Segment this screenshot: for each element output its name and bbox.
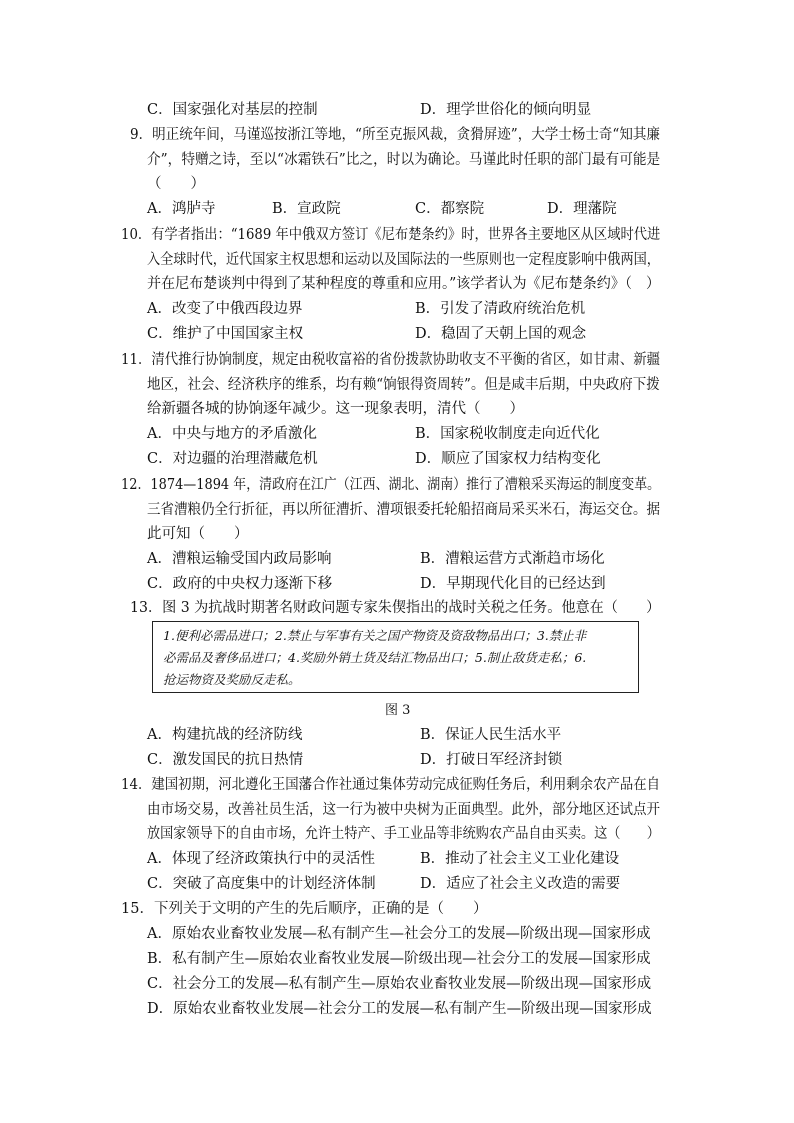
q8-option-d: D．理学世俗化的倾向明显 (420, 102, 592, 118)
figure-3-line: 1.便利必需品进口；2.禁止与军事有关之国产物资及资敌物品出口；3.禁止非 (163, 628, 587, 643)
q9-stem-line: 9．明正统年间，马谨巡按浙江等地，“所至克振风裁，贪猾屏迹”，大学士杨士奇“知其廉 (130, 127, 660, 143)
q8-option-c: C．国家强化对基层的控制 (147, 102, 318, 118)
q9-stem-line: 介”，特赠之诗，至以“冰霜铁石”比之，时以为确论。马谨此时任职的部门最有可能是 (147, 152, 661, 168)
q12-option-d: D．早期现代化目的已经达到 (420, 576, 606, 592)
figure-3-line: 抢运物资及奖励反走私。 (163, 672, 301, 687)
q15-option-b: B．私有制产生—原始农业畜牧业发展—阶级出现—社会分工的发展—国家形成 (147, 951, 651, 967)
q12-stem-line: 12．1874—1894 年，清政府在江广（江西、湖北、湖南）推行了漕粮采买海运的制度变革。 (121, 477, 661, 493)
q11-stem-line: 11．清代推行协饷制度，规定由税收富裕的省份拨款协助收支不平衡的省区，如甘肃、新疆 (121, 352, 660, 368)
q10-stem-line: 10．有学者指出：“1689 年中俄双方签订《尼布楚条约》时，世界各主要地区从区域时代进 (121, 227, 661, 243)
q12-option-a: A．漕粮运输受国内政局影响 (147, 551, 332, 567)
q9-option-b: B．宣政院 (272, 201, 341, 217)
q9-option-a: A．鸿胪寺 (147, 201, 216, 217)
q14-option-c: C．突破了高度集中的计划经济体制 (147, 876, 376, 892)
q14-stem-line: 14．建国初期，河北遵化王国藩合作社通过集体劳动完成征购任务后，利用剩余农产品在自 (121, 777, 660, 793)
q11-option-c: C．对边疆的治理潜藏危机 (147, 451, 318, 467)
q12-stem-line: 三省漕粮仍全行折征，再以所征漕折、漕项银委托轮船招商局采买米石，海运交仓。据 (147, 502, 660, 518)
q15-stem: 15．下列关于文明的产生的先后顺序，正确的是（ ） (121, 901, 488, 917)
q14-stem-line: 放国家领导下的自由市场，允许土特产、手工业品等非统购农产品自由买卖。这（ ） (147, 826, 660, 842)
q15-option-a: A．原始农业畜牧业发展—私有制产生—社会分工的发展—阶级出现—国家形成 (147, 926, 651, 942)
q11-option-b: B．国家税收制度走向近代化 (415, 426, 600, 442)
q9-option-d: D．理藩院 (547, 201, 617, 217)
q11-option-d: D．顺应了国家权力结构变化 (415, 451, 601, 467)
q12-option-c: C．政府的中央权力逐渐下移 (147, 576, 333, 592)
q11-stem-line: 地区，社会、经济秩序的维系，均有赖“饷银得资周转”。但是咸丰后期，中央政府下拨 (147, 377, 660, 393)
q9-option-c: C．都察院 (415, 201, 485, 217)
q13-stem: 13．图 3 为抗战时期著名财政问题专家朱偰指出的战时关税之任务。他意在（ ） (130, 600, 661, 616)
q10-option-d: D．稳固了天朝上国的观念 (415, 326, 587, 342)
q12-option-b: B．漕粮运营方式渐趋市场化 (420, 551, 605, 567)
figure-3-caption: 图 3 (385, 703, 411, 718)
q10-option-a: A．改变了中俄西段边界 (147, 301, 303, 317)
figure-3-box (152, 621, 639, 693)
q10-option-b: B．引发了清政府统治危机 (415, 301, 586, 317)
q14-option-a: A．体现了经济政策执行中的灵活性 (147, 851, 375, 867)
q9-stem-line: （ ） (147, 176, 205, 192)
q10-stem-line: 并在尼布楚谈判中得到了某种程度的尊重和应用。”该学者认为《尼布楚条约》（ ） (147, 276, 661, 292)
q14-stem-line: 由市场交易，改善社员生活，这一行为被中央树为正面典型。此外，部分地区还试点开 (147, 802, 660, 818)
q14-option-d: D．适应了社会主义改造的需要 (420, 876, 621, 892)
q13-option-d: D．打破日军经济封锁 (420, 752, 563, 768)
figure-3-line: 必需品及奢侈品进口；4.奖励外销土货及结汇物品出口；5.制止敌货走私；6. (163, 650, 587, 665)
q15-option-d: D．原始农业畜牧业发展—社会分工的发展—私有制产生—阶级出现—国家形成 (147, 1001, 652, 1017)
q14-option-b: B．推动了社会主义工业化建设 (420, 851, 620, 867)
q13-option-a: A．构建抗战的经济防线 (147, 727, 303, 743)
q11-option-a: A．中央与地方的矛盾激化 (147, 426, 317, 442)
q13-option-b: B．保证人民生活水平 (420, 727, 562, 743)
q13-option-c: C．激发国民的抗日热情 (147, 752, 304, 768)
q10-stem-line: 入全球时代，近代国家主权思想和运动以及国际法的一些原则也一定程度影响中俄两国， (147, 252, 660, 268)
q11-stem-line: 给新疆各城的协饷逐年减少。这一现象表明，清代（ ） (147, 401, 524, 417)
q12-stem-line: 此可知（ ） (147, 526, 249, 542)
q10-option-c: C．维护了中国国家主权 (147, 326, 304, 342)
q15-option-c: C．社会分工的发展—私有制产生—原始农业畜牧业发展—阶级出现—国家形成 (147, 976, 652, 992)
